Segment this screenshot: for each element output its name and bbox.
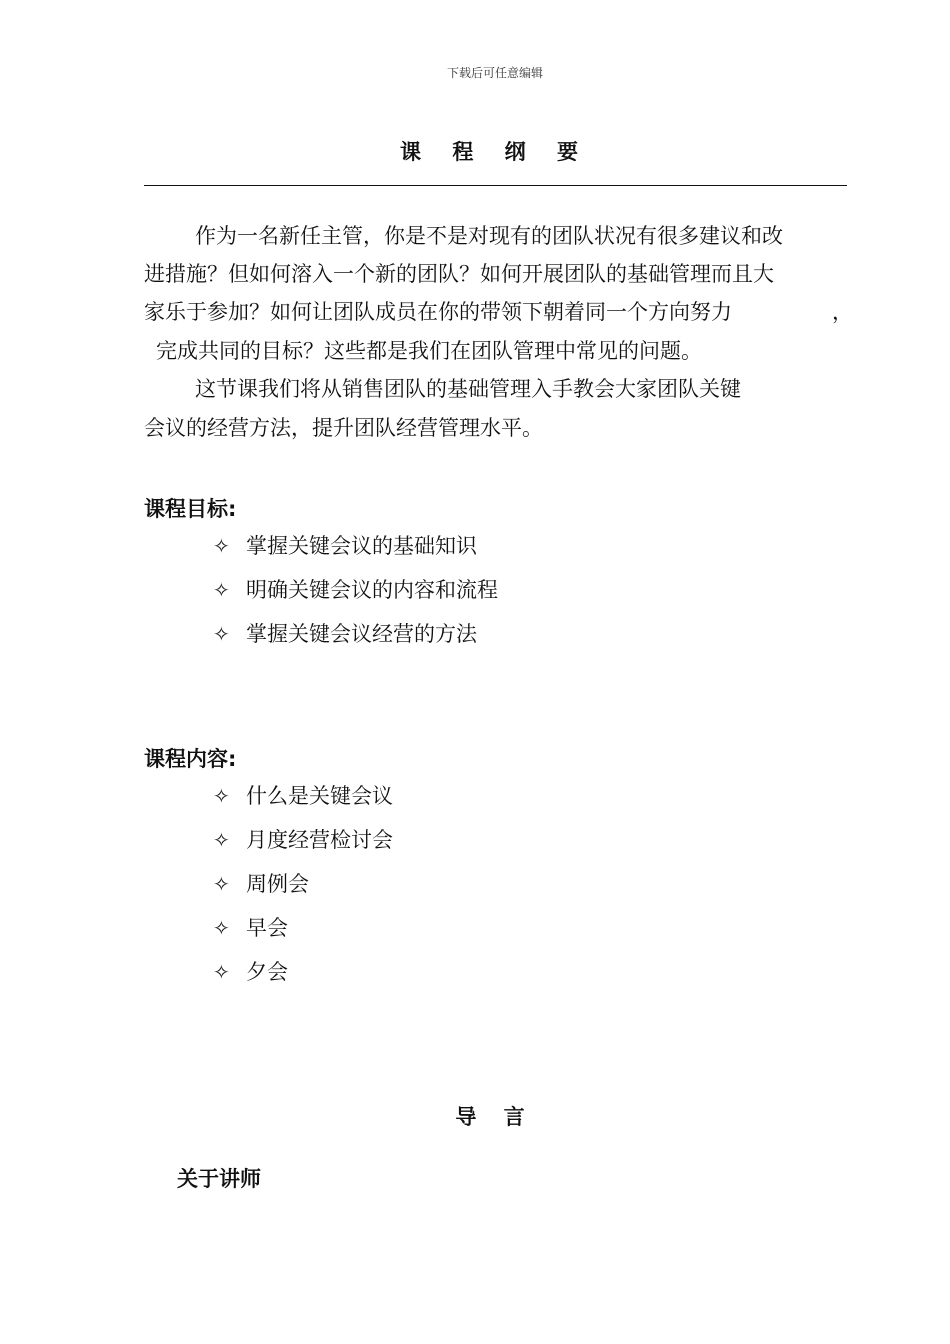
- sparkle-bullet-icon: ✧: [213, 828, 230, 852]
- sparkle-bullet-icon: ✧: [213, 916, 230, 940]
- sparkle-bullet-icon: ✧: [213, 578, 230, 602]
- paragraph-2-line-2: 会议的经营方法，提升团队经营管理水平。: [144, 416, 543, 440]
- paragraph-1-line-1: 作为一名新任主管，你是不是对现有的团队状况有很多建议和改: [195, 224, 783, 248]
- sparkle-bullet-icon: ✧: [213, 534, 230, 558]
- content-item-text: 早会: [246, 916, 288, 940]
- content-item: [213, 782, 393, 810]
- goal-item: [213, 576, 498, 604]
- goals-heading: 课程目标:: [144, 497, 237, 521]
- sparkle-bullet-icon: ✧: [213, 784, 230, 808]
- page-header: 下载后可任意编辑: [446, 66, 543, 80]
- content-item-text: 周例会: [246, 872, 309, 896]
- content-item-text: 什么是关键会议: [246, 784, 393, 808]
- paragraph-1-line-4: 完成共同的目标？这些都是我们在团队管理中常见的问题。: [156, 339, 702, 363]
- goal-item-text: 明确关键会议的内容和流程: [246, 578, 498, 602]
- goal-item-text: 掌握关键会议经营的方法: [246, 622, 477, 646]
- paragraph-1-line-2: 进措施？但如何溶入一个新的团队？如何开展团队的基础管理而且大: [144, 262, 774, 286]
- sparkle-bullet-icon: ✧: [213, 872, 230, 896]
- about-lecturer-heading: 关于讲师: [177, 1167, 261, 1191]
- content-item: [213, 914, 288, 942]
- goal-item-text: 掌握关键会议的基础知识: [246, 534, 477, 558]
- content-item: [213, 958, 288, 986]
- sparkle-bullet-icon: ✧: [213, 960, 230, 984]
- paragraph-1-line-3: 家乐于参加？如何让团队成员在你的带领下朝着同一个方向努力: [144, 300, 732, 324]
- content-item: [213, 870, 309, 898]
- content-item-text: 夕会: [246, 960, 288, 984]
- document-title: 课 程 纲 要: [400, 139, 590, 164]
- paragraph-1-line-3-comma: ，: [832, 300, 853, 324]
- contents-heading: 课程内容:: [144, 747, 237, 771]
- title-divider: [144, 185, 847, 186]
- goal-item: [213, 620, 477, 648]
- sparkle-bullet-icon: ✧: [213, 622, 230, 646]
- goal-item: [213, 532, 477, 560]
- content-item: [213, 826, 393, 854]
- introduction-title: 导 言: [455, 1105, 535, 1129]
- content-item-text: 月度经营检讨会: [246, 828, 393, 852]
- paragraph-2-line-1: 这节课我们将从销售团队的基础管理入手教会大家团队关键: [195, 377, 741, 401]
